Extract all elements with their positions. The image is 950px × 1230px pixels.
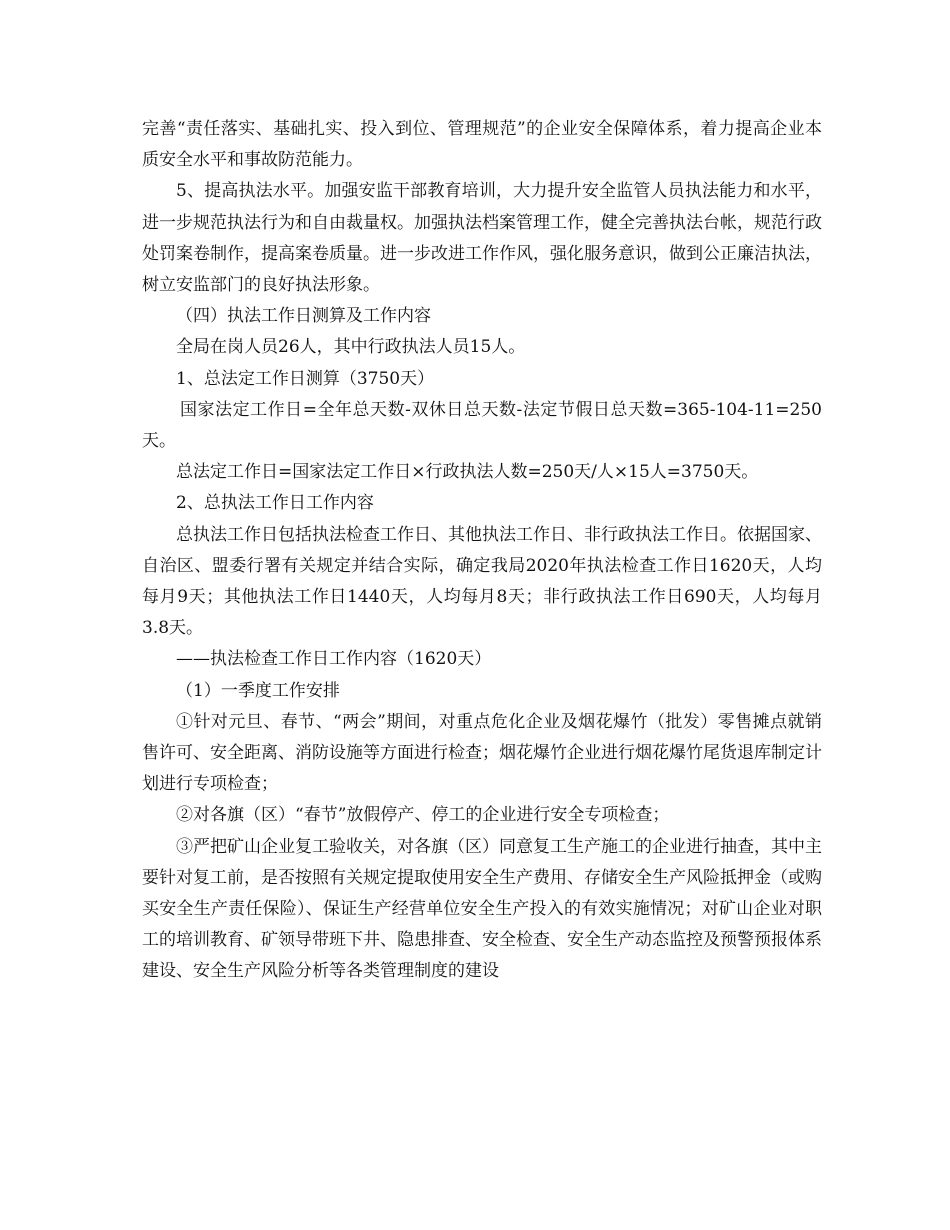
section-heading-4: （四）执法工作日测算及工作内容 (176, 306, 431, 327)
subheading-enforcement-content: 2、总执法工作日工作内容 (176, 493, 374, 514)
subheading-inspection-days: ——执法检查工作日工作内容（1620天） (176, 649, 492, 670)
list-item-3: ③严把矿山企业复工验收关，对各旗（区）同意复工生产施工的企业进行抽查，其中主要针对复工前，是否按照有关规定提取使用安全生产费用、存储安全生产风险抵押金（或购买安全生产责任保险）、保证生产经营单位安全生产投入的有效实施情况；对矿山企业对职工的培训教育、矿领导带班下井、隐患排查、安全检查、安全生产动态监控及预警预报体系建设、安全生产风险分析等各类管理制度的建设 (142, 836, 822, 982)
list-item-1: ①针对元旦、春节、“两会”期间，对重点危化企业及烟花爆竹（批发）零售摊点就销售许可、安全距离、消防设施等方面进行检查；烟花爆竹企业进行烟花爆竹尾货退库制定计划进行专项检查； (142, 711, 822, 795)
paragraph-staff-count: 全局在岗人员26人，其中行政执法人员15人。 (176, 337, 526, 358)
paragraph-total-workdays-formula: 总法定工作日=国家法定工作日×行政执法人数=250天/人×15人=3750天。 (176, 462, 759, 483)
subheading-first-quarter: （1）一季度工作安排 (176, 680, 340, 701)
subheading-legal-workdays: 1、总法定工作日测算（3750天） (176, 368, 435, 389)
paragraph-national-workdays-formula: 国家法定工作日=全年总天数-双休日总天数-法定节假日总天数=365-104-11=250天。 (142, 399, 822, 452)
list-item-2: ②对各旗（区）“春节”放假停产、停工的企业进行安全专项检查； (176, 805, 670, 826)
paragraph-continuation: 完善“责任落实、基础扎实、投入到位、管理规范”的企业安全保障体系，着力提高企业本质安全水平和事故防范能力。 (142, 119, 822, 171)
paragraph-enforcement-level: 5、提高执法水平。加强安监干部教育培训，大力提升安全监管人员执法能力和水平，进一步规范执法行为和自由裁量权。加强执法档案管理工作，健全完善执法台帐，规范行政处罚案卷制作，提高案卷质量。进一步改进工作作风，强化服务意识，做到公正廉洁执法，树立安监部门的良好执法形象。 (142, 181, 822, 296)
paragraph-workday-allocation: 总执法工作日包括执法检查工作日、其他执法工作日、非行政执法工作日。依据国家、自治区、盟委行署有关规定并结合实际，确定我局2020年执法检查工作日1620天，人均每月9天；其他执法工作日1440天，人均每月8天；非行政执法工作日690天，人均每月3.8天。 (142, 524, 822, 639)
document-body (142, 114, 822, 988)
